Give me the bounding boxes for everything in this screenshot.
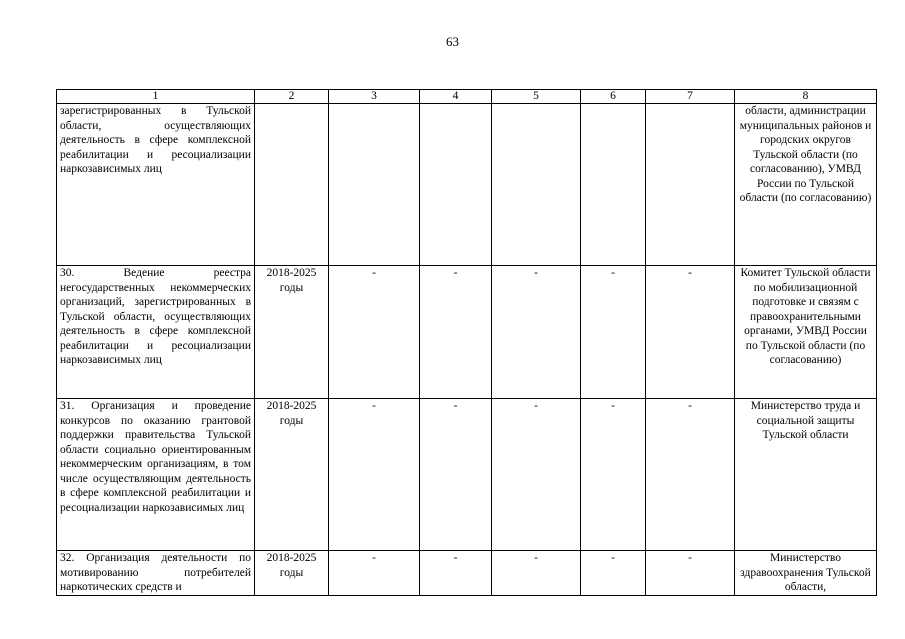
value-cell: - (581, 399, 646, 551)
column-header: 6 (581, 90, 646, 104)
column-header: 4 (420, 90, 492, 104)
measures-table (56, 89, 877, 596)
value-cell: - (492, 266, 581, 399)
value-cell (646, 104, 735, 266)
responsible-executor: Комитет Тульской области по мобилизационной подготовке и связям с правоохранительными органами, УМВД России по Тульской области (по согласованию) (735, 266, 877, 399)
column-header: 8 (735, 90, 877, 104)
value-cell: - (646, 551, 735, 596)
implementation-period: 2018-2025 годы (255, 266, 329, 399)
column-header: 1 (57, 90, 255, 104)
column-header: 5 (492, 90, 581, 104)
column-header: 2 (255, 90, 329, 104)
responsible-executor: области, администрации муниципальных районов и городских округов Тульской области (по согласованию), УМВД России по Тульской области (по согласованию) (735, 104, 877, 266)
column-header: 7 (646, 90, 735, 104)
measure-description: 30. Ведение реестра негосударственных некоммерческих организаций, зарегистрированных в Тульской области, осуществляющих деятельность в сфере комплексной реабилитации и ресоциализации наркозависимых лиц (57, 266, 255, 399)
value-cell: - (492, 551, 581, 596)
value-cell: - (581, 551, 646, 596)
value-cell (420, 104, 492, 266)
value-cell (329, 104, 420, 266)
value-cell: - (329, 266, 420, 399)
value-cell: - (581, 266, 646, 399)
table-row (57, 551, 877, 596)
value-cell (492, 104, 581, 266)
value-cell: - (329, 399, 420, 551)
page-number: 63 (446, 34, 459, 49)
responsible-executor: Министерство здравоохранения Тульской области, (735, 551, 877, 596)
value-cell: - (646, 266, 735, 399)
column-header: 3 (329, 90, 420, 104)
table-row (57, 266, 877, 399)
measure-description: зарегистрированных в Тульской области, осуществляющих деятельность в сфере комплексной реабилитации и ресоциализации наркозависимых лиц (57, 104, 255, 266)
implementation-period: 2018-2025 годы (255, 551, 329, 596)
value-cell: - (492, 399, 581, 551)
value-cell (581, 104, 646, 266)
value-cell: - (420, 551, 492, 596)
value-cell: - (420, 266, 492, 399)
header-row (57, 90, 877, 104)
value-cell: - (646, 399, 735, 551)
implementation-period: 2018-2025 годы (255, 399, 329, 551)
table-row (57, 104, 877, 266)
value-cell: - (329, 551, 420, 596)
table-row (57, 399, 877, 551)
implementation-period (255, 104, 329, 266)
measure-description: 31. Организация и проведение конкурсов по оказанию грантовой поддержки правительства Тульской области социально ориентированным некоммерческим организациям, в том числе осуществляющим деятельность в сфере комплексной реабилитации и ресоциализации наркозависимых лиц (57, 399, 255, 551)
measure-description: 32. Организация деятельности по мотивированию потребителей наркотических средств и (57, 551, 255, 596)
value-cell: - (420, 399, 492, 551)
responsible-executor: Министерство труда и социальной защиты Тульской области (735, 399, 877, 551)
